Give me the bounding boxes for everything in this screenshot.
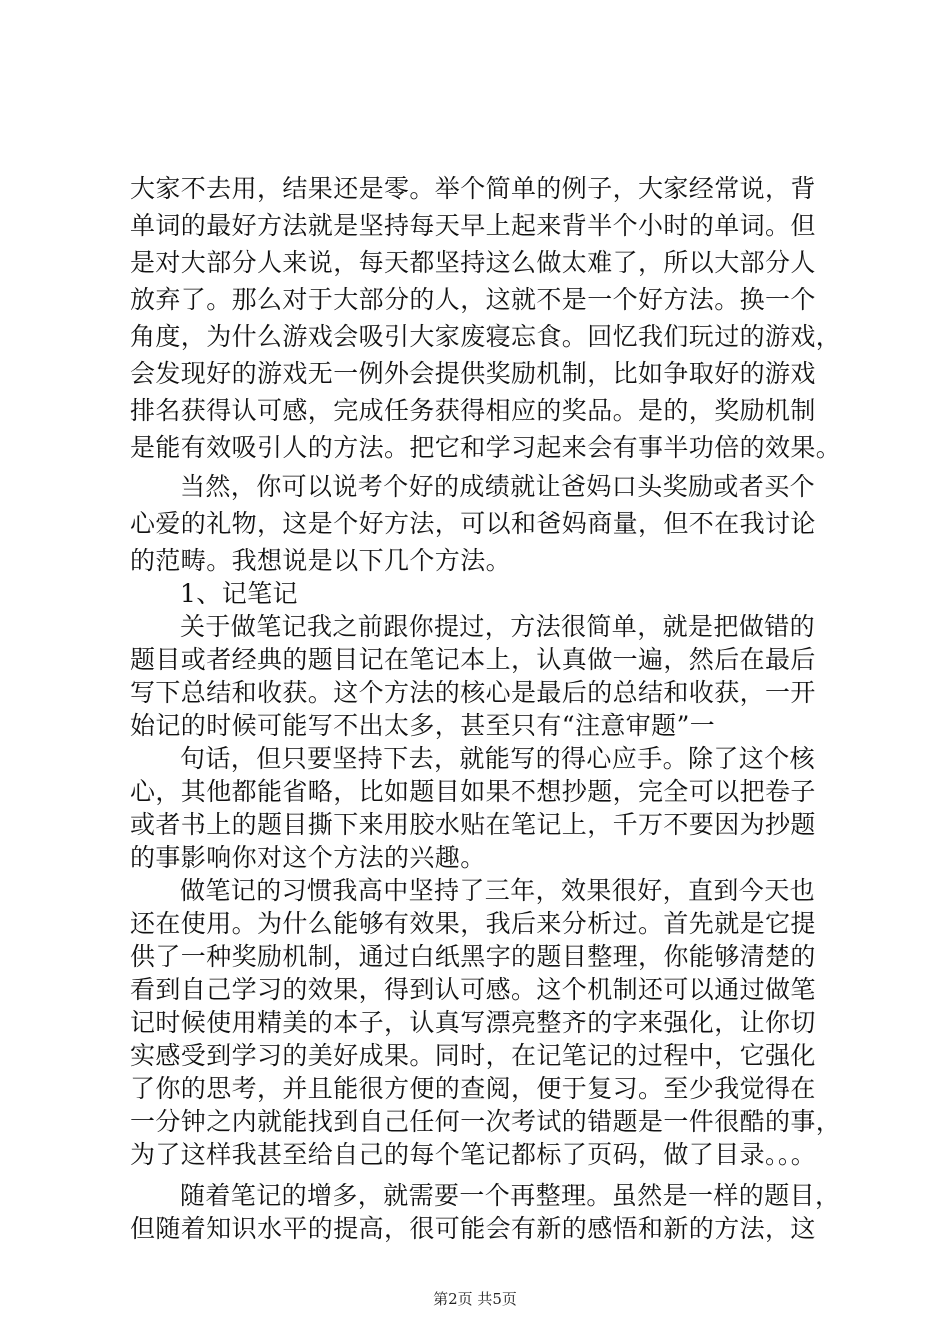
text-line: 会发现好的游戏无一例外会提供奖励机制，比如争取好的游戏: [130, 359, 816, 388]
text-line: 始记的时候可能写不出太多，甚至只有“注意审题”一: [130, 711, 716, 740]
text-line: 排名获得认可感，完成任务获得相应的奖品。是的，奖励机制: [130, 396, 816, 425]
text-line: 随着笔记的增多，就需要一个再整理。虽然是一样的题目，: [180, 1181, 841, 1210]
text-line: 或者书上的题目撕下来用胶水贴在笔记上，千万不要因为抄题: [130, 810, 816, 839]
text-line: 关于做笔记我之前跟你提过，方法很简单，就是把做错的: [180, 612, 816, 641]
text-line: 单词的最好方法就是坚持每天早上起来背半个小时的单词。但: [130, 211, 816, 240]
text-line: 写下总结和收获。这个方法的核心是最后的总结和收获，一开: [130, 678, 816, 707]
text-line: 大家不去用，结果还是零。举个简单的例子，大家经常说，背: [130, 174, 816, 203]
page-number-footer: 第2页 共5页: [433, 1290, 517, 1308]
text-line: 了你的思考，并且能很方便的查阅，便于复习。至少我觉得在: [130, 1074, 816, 1103]
text-line: 记时候使用精美的本子，认真写漂亮整齐的字来强化，让你切: [130, 1008, 816, 1037]
text-line: 角度，为什么游戏会吸引大家废寝忘食。回忆我们玩过的游戏，: [130, 322, 842, 351]
text-line: 为了这样我甚至给自己的每个笔记都标了页码，做了目录。。。: [130, 1140, 817, 1169]
text-line: 供了一种奖励机制，通过白纸黑字的题目整理，你能够清楚的: [130, 942, 816, 971]
text-line: 当然，你可以说考个好的成绩就让爸妈口头奖励或者买个: [180, 472, 816, 501]
text-line: 的事影响你对这个方法的兴趣。: [130, 843, 486, 872]
text-line: 一分钟之内就能找到自己任何一次考试的错题是一件很酷的事，: [130, 1107, 842, 1136]
text-line: 还在使用。为什么能够有效果，我后来分析过。首先就是它提: [130, 909, 816, 938]
text-line: 心，其他都能省略，比如题目如果不想抄题，完全可以把卷子: [130, 777, 816, 806]
text-line: 但随着知识水平的提高，很可能会有新的感悟和新的方法，这: [130, 1214, 816, 1243]
section-heading: 1、记笔记: [180, 579, 298, 608]
text-line: 题目或者经典的题目记在笔记本上，认真做一遍，然后在最后: [130, 645, 816, 674]
text-line: 实感受到学习的美好成果。同时，在记笔记的过程中，它强化: [130, 1041, 816, 1070]
text-line: 句话，但只要坚持下去，就能写的得心应手。除了这个核: [180, 744, 816, 773]
text-line: 做笔记的习惯我高中坚持了三年，效果很好，直到今天也: [180, 876, 816, 905]
text-line: 放弃了。那么对于大部分的人，这就不是一个好方法。换一个: [130, 285, 816, 314]
text-line: 是对大部分人来说，每天都坚持这么做太难了，所以大部分人: [130, 248, 816, 277]
text-line: 的范畴。我想说是以下几个方法。: [130, 546, 512, 575]
text-line: 心爱的礼物，这是个好方法，可以和爸妈商量，但不在我讨论: [130, 509, 816, 538]
text-line: 是能有效吸引人的方法。把它和学习起来会有事半功倍的效果。: [130, 433, 842, 462]
text-line: 看到自己学习的效果，得到认可感。这个机制还可以通过做笔: [130, 975, 816, 1004]
